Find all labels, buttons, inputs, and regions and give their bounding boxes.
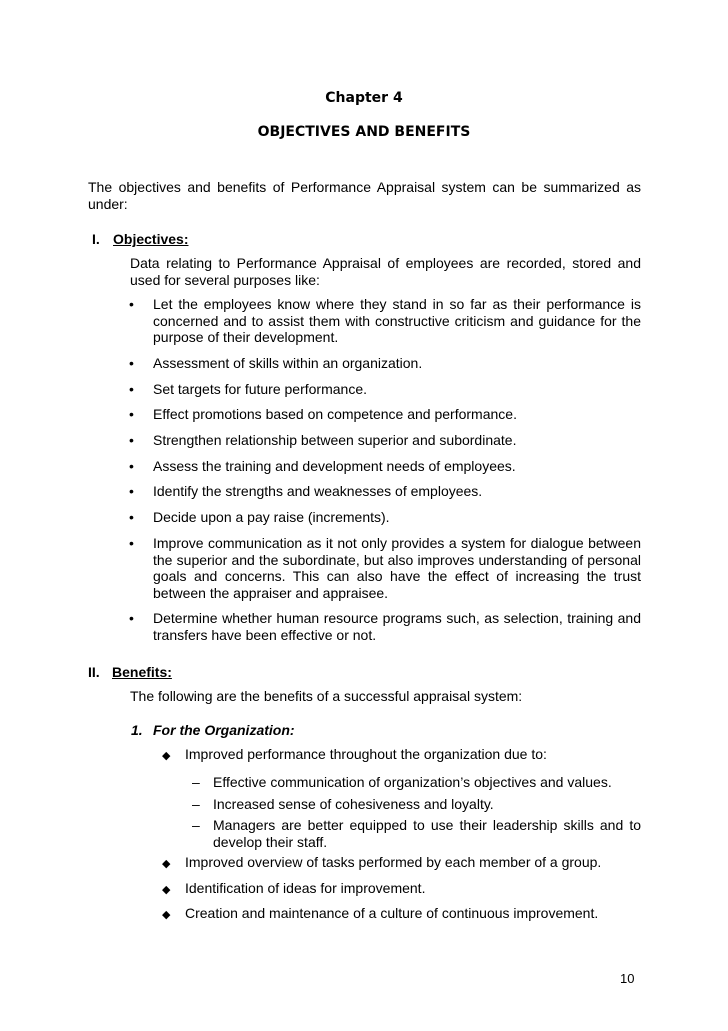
objective-item: Strengthen relationship between superior and subordinate.	[153, 432, 517, 448]
objective-item: Assess the training and development needs of employees.	[153, 458, 516, 474]
benefit-item: Creation and maintenance of a culture of continuous improvement.	[185, 905, 599, 921]
diamond-bullet-icon: ◆	[162, 884, 171, 896]
bullet-icon: •	[129, 535, 134, 551]
diamond-bullet-icon: ◆	[162, 858, 171, 870]
objective-item: Decide upon a pay raise (increments).	[153, 509, 390, 525]
section-2-lead: The following are the benefits of a successful appraisal system:	[130, 688, 523, 704]
bullet-icon: •	[129, 432, 134, 448]
bullet-icon: •	[129, 610, 134, 626]
objective-item: Determine whether human resource programs such, as selection, training and transfers have been effective or not.	[153, 610, 641, 643]
dash-bullet-icon: –	[192, 796, 200, 812]
bullet-icon: •	[129, 483, 134, 499]
section-1-number: I.	[92, 231, 100, 247]
diamond-bullet-icon: ◆	[162, 909, 171, 921]
benefit-subitem: Managers are better equipped to use their leadership skills and to develop their staff.	[213, 817, 641, 850]
section-1-heading: Objectives:	[113, 231, 189, 247]
chapter-label: Chapter 4	[325, 90, 403, 106]
section-2-heading: Benefits:	[112, 664, 172, 680]
objective-item: Let the employees know where they stand in so far as their performance is concerned and to assist them with constructive criticism and guidance for the purpose of their development.	[153, 296, 641, 345]
bullet-icon: •	[129, 406, 134, 422]
dash-bullet-icon: –	[192, 774, 200, 790]
objective-item: Set targets for future performance.	[153, 381, 367, 397]
section-1-lead: Data relating to Performance Appraisal of employees are recorded, stored and used for several purposes like:	[130, 255, 641, 288]
benefit-subitem: Effective communication of organization’s objectives and values.	[213, 774, 612, 790]
bullet-icon: •	[129, 381, 134, 397]
objective-item: Improve communication as it not only provides a system for dialogue between the superior and the subordinate, but also improves understanding of personal goals and concerns. This can also have the effect of increasing the trust between the appraiser and appraisee.	[153, 535, 641, 601]
bullet-icon: •	[129, 458, 134, 474]
section-2-number: II.	[88, 664, 100, 680]
objective-item: Effect promotions based on competence and performance.	[153, 406, 517, 422]
benefit-subitem: Increased sense of cohesiveness and loyalty.	[213, 796, 494, 812]
benefit-item: Identification of ideas for improvement.	[185, 880, 426, 896]
benefit-item: Improved performance throughout the organization due to:	[185, 746, 547, 762]
intro-paragraph: The objectives and benefits of Performance Appraisal system can be summarized as under:	[88, 179, 641, 212]
objective-item: Assessment of skills within an organization.	[153, 355, 423, 371]
bullet-icon: •	[129, 296, 134, 312]
objective-item: Identify the strengths and weaknesses of employees.	[153, 483, 483, 499]
bullet-icon: •	[129, 509, 134, 525]
diamond-bullet-icon: ◆	[162, 750, 171, 762]
benefit-item: Improved overview of tasks performed by each member of a group.	[185, 854, 602, 870]
dash-bullet-icon: –	[192, 817, 200, 833]
subsection-heading: For the Organization:	[153, 722, 295, 738]
bullet-icon: •	[129, 355, 134, 371]
page-title: OBJECTIVES AND BENEFITS	[257, 124, 471, 140]
subsection-number: 1.	[131, 722, 143, 738]
page-number: 10	[620, 971, 635, 986]
